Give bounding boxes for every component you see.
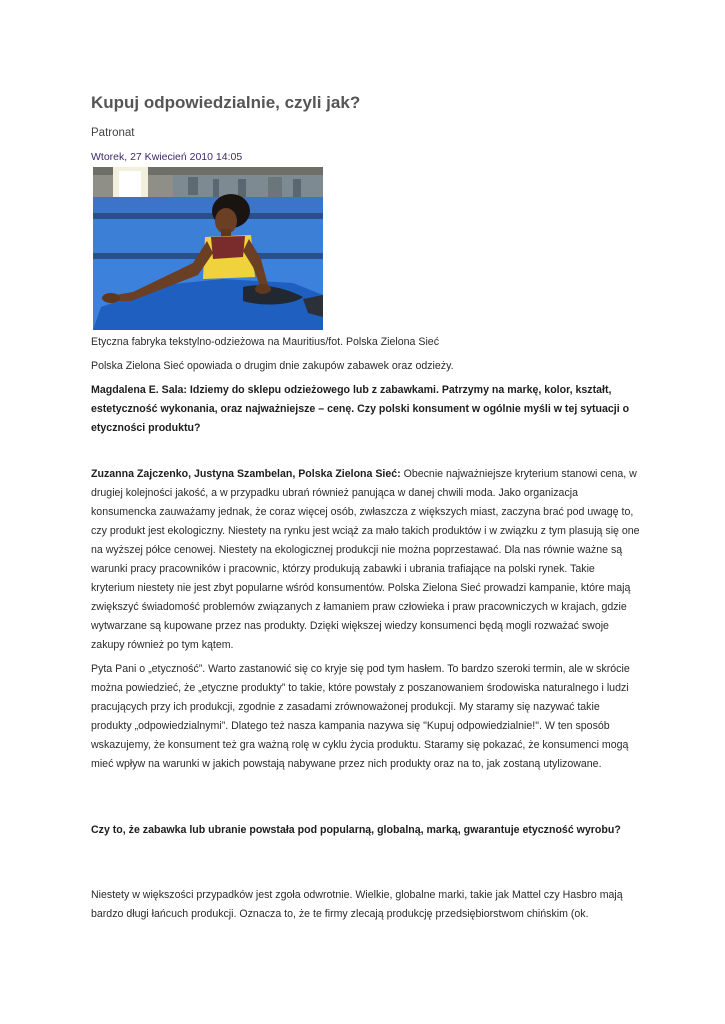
question-1-text: Magdalena E. Sala: Idziemy do sklepu odzieżowego lub z zabawkami. Patrzymy na markę, kolor, kształt, estetyczność wykonania, oraz najważniejsze – cenę. Czy polski konsument w ogólnie myśli w tej sytuacji o etyczności produktu? xyxy=(91,384,630,434)
article-date: Wtorek, 27 Kwiecień 2010 14:05 xyxy=(91,151,243,163)
interview-answer-2: Niestety w większości przypadków jest zgoła odwrotnie. Wielkie, globalne marki, takie jak Mattel czy Hasbro mają bardzo długi łańcuch produkcji. Oznacza to, że te firmy zlecają produkcję przedsiębiorstwom chińskim (ok. xyxy=(91,889,623,920)
interview-question-2 xyxy=(91,821,641,840)
article-title: Kupuj odpowiedzialnie, czyli jak? xyxy=(91,93,361,112)
article-category: Patronat xyxy=(91,127,135,139)
interview-answer-1 xyxy=(91,465,641,655)
answer-1-speaker: Zuzanna Zajczenko, Justyna Szambelan, Polska Zielona Sieć: xyxy=(91,468,401,480)
factory-photo xyxy=(93,167,323,330)
interview-question-1 xyxy=(91,381,641,438)
question-2-text: Czy to, że zabawka lub ubranie powstała pod popularną, globalną, marką, gwarantuje etyczność wyrobu? xyxy=(91,824,621,836)
answer-1-text: Obecnie najważniejsze kryterium stanowi cena, w drugiej kolejności jakość, a w przypadku ubrań również panująca w danej chwili moda. Jako organizacja konsumencka zauważamy jednak, że coraz więcej osób, zwłaszcza z większych miast, zaczyna brać pod uwagę to, czy produkt jest ekologiczny. Niestety na rynku jest wciąż za mało takich produktów i w związku z tym plasują się one na wyższej półce cenowej. Niestety na ekologicznej produkcji nie można poprzestawać. Dla nas równie ważne są warunki pracy pracowników i pracownic, którzy produkują zabawki i ubrania trafiające na polski rynek. Takie kryterium niestety nie jest zbyt popularne wśród konsumentów. Polska Zielona Sieć prowadzi kampanie, które mają zwiększyć świadomość problemów związanych z łamaniem praw człowieka i praw pracowniczych w krajach, gdzie wytwarzane są kupowane przez nas produkty. Dzięki większej wiedzy konsumenci będą mogli rozważać swoje zakupy również po tym kątem. xyxy=(91,468,640,651)
interview-answer-1-continued: Pyta Pani o „etyczność”. Warto zastanowić się co kryje się pod tym hasłem. To bardzo szeroki termin, ale w skrócie można powiedzieć, że „etyczne produkty” to takie, które powstały z poszanowaniem środowiska naturalnego i ludzi pracujących przy ich produkcji, zgodnie z zasadami zrównoważonej produkcji. My staramy się nazywać takie produkty „odpowiedzialnymi”. Dlatego też nasza kampania nazywa się "Kupuj odpowiedzialnie!". W ten sposób wskazujemy, że konsument też gra ważną rolę w cyklu życia produktu. Staramy się pokazać, że konsumenci mogą mieć wpływ na warunki w jakich powstają nabywane przez nich produkty oraz na to, jak zostaną utylizowane. xyxy=(91,663,630,770)
photo-caption: Etyczna fabryka tekstylno-odzieżowa na Mauritius/fot. Polska Zielona Sieć xyxy=(91,336,439,348)
article-lead: Polska Zielona Sieć opowiada o drugim dnie zakupów zabawek oraz odzieży. xyxy=(91,360,454,372)
